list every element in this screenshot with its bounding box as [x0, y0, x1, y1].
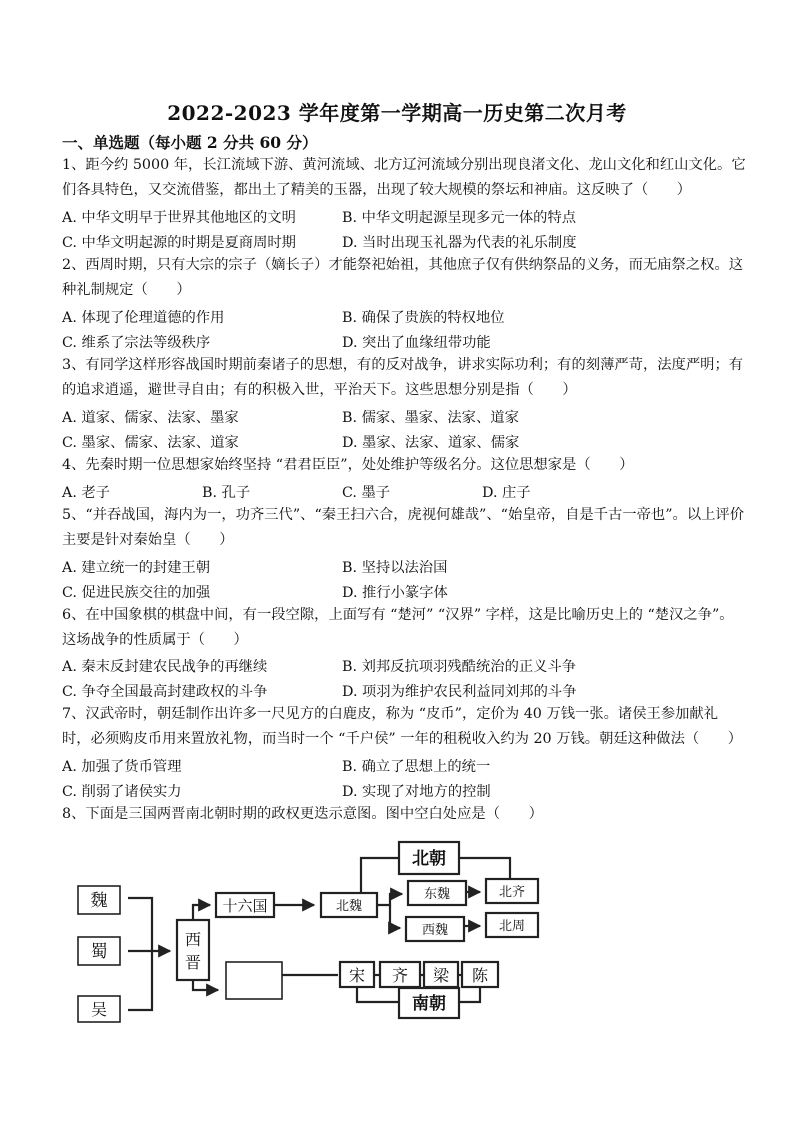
connector-nanchao-right	[460, 987, 480, 1002]
question-text-line: 1、距今约 5000 年，长江流域下游、黄河流域、北方辽河流域分别出现良渚文化、龙山文化和红山文化。它	[62, 157, 746, 173]
option-c: C. 墨家、儒家、法家、道家	[62, 435, 239, 451]
option-c: C. 维系了宗法等级秩序	[62, 335, 211, 351]
option-d: D. 实现了对地方的控制	[342, 784, 491, 800]
section-heading: 一、单选题（每小题 2 分共 60 分）	[62, 133, 318, 152]
box-wu	[78, 996, 120, 1022]
option-b: B. 确保了贵族的特权地位	[342, 310, 505, 326]
option-a: A. 加强了货币管理	[62, 759, 182, 775]
connector-nanchao-left	[357, 987, 398, 1002]
question-text-line: 主要是针对秦始皇（ ）	[62, 532, 234, 548]
blank-answer-box	[226, 962, 282, 999]
label-xijin-1: 西	[184, 930, 202, 949]
question-text-line: 6、在中国象棋的棋盘中间，有一段空隙，上面写有 “楚河” “汉界” 字样，这是比喻历史上的 “楚汉之争”。	[62, 607, 734, 623]
box-liang	[424, 962, 458, 987]
label-liang: 梁	[432, 966, 450, 985]
box-xijin	[177, 920, 209, 980]
label-beichao: 北朝	[412, 849, 446, 869]
option-a: A. 老子	[62, 485, 111, 501]
box-xiwei	[406, 917, 464, 941]
question-text-line: 3、有同学这样形容战国时期前秦诸子的思想，有的反对战争，讲求实际功利；有的刻薄严苛，法度严明；有	[62, 357, 744, 373]
question-text-line: 种礼制规定（ ）	[62, 282, 191, 298]
box-dongwei	[408, 881, 466, 905]
box-beiqi	[486, 879, 538, 903]
option-a: A. 道家、儒家、法家、墨家	[62, 410, 239, 426]
arrow-to-blank	[193, 980, 218, 990]
box-beiwei	[321, 893, 377, 917]
arrow-to-shiliuguo	[193, 905, 210, 920]
exam-title: 2022-2023 学年度第一学期高一历史第二次月考	[167, 101, 627, 125]
label-nanchao: 南朝	[412, 994, 446, 1014]
question-text-line: 8、下面是三国两晋南北朝时期的政权更迭示意图。图中空白处应是（ ）	[62, 806, 543, 822]
option-b: B. 中华文明起源呈现多元一体的特点	[342, 210, 577, 226]
label-beiqi: 北齐	[498, 885, 526, 900]
question-text-line: 时，必须购皮币用来置放礼物，而当时一个 “千户侯” 一年的租税收入约为 20 万钱。朝廷这种做法（ ）	[62, 731, 743, 747]
option-d: D. 项羽为维护农民利益同刘邦的斗争	[342, 684, 577, 700]
option-a: A. 建立统一的封建王朝	[62, 560, 211, 576]
label-dongwei: 东魏	[423, 887, 451, 902]
box-song	[340, 962, 374, 987]
option-d: D. 墨家、法家、道家、儒家	[342, 435, 520, 451]
label-wei: 魏	[90, 891, 108, 911]
label-chen: 陈	[471, 966, 489, 985]
question-text-line: 这场战争的性质属于（ ）	[62, 632, 248, 648]
option-b: B. 孔子	[202, 485, 251, 501]
connector-beichao-left	[361, 858, 398, 893]
connector-beichao-right	[460, 858, 510, 878]
option-a: A. 秦末反封建农民战争的再继续	[62, 659, 268, 675]
label-wu: 吴	[90, 1000, 108, 1019]
connector-three-kingdoms	[128, 898, 152, 1010]
option-d: D. 推行小篆字体	[342, 585, 448, 601]
arrow-to-xiwei	[390, 905, 400, 928]
box-shu	[78, 937, 120, 965]
question-text-line: 5、“并吞战国，海内为一，功齐三代”、“秦王扫六合，虎视何雄哉”、“始皇帝，自是千古一帝也”。以上评价	[62, 507, 745, 523]
option-a: A. 体现了伦理道德的作用	[62, 310, 225, 326]
label-beizhou: 北周	[498, 919, 526, 934]
label-beiwei: 北魏	[335, 899, 363, 914]
option-b: B. 坚持以法治国	[342, 560, 448, 576]
label-xijin-2: 晋	[184, 953, 202, 972]
option-c: C. 中华文明起源的时期是夏商周时期	[62, 235, 296, 251]
box-chen	[462, 962, 498, 987]
option-d: D. 庄子	[482, 485, 531, 501]
option-d: D. 当时出现玉礼器为代表的礼乐制度	[342, 235, 577, 251]
option-c: C. 削弱了诸侯实力	[62, 784, 182, 800]
box-nanchao	[399, 988, 459, 1018]
label-shiliuguo: 十六国	[222, 897, 268, 915]
option-c: C. 墨子	[342, 485, 391, 501]
question-text-line: 7、汉武帝时，朝廷制作出许多一尺见方的白鹿皮，称为 “皮币”，定价为 40 万钱一张。诸侯王参加献礼	[62, 706, 719, 722]
option-c: C. 争夺全国最高封建政权的斗争	[62, 684, 268, 700]
option-c: C. 促进民族交往的加强	[62, 585, 211, 601]
option-b: B. 刘邦反抗项羽残酷统治的正义斗争	[342, 659, 577, 675]
option-b: B. 儒家、墨家、法家、道家	[342, 410, 519, 426]
label-song: 宋	[348, 966, 366, 985]
arrow-to-dongwei	[377, 894, 402, 905]
label-qi: 齐	[391, 966, 409, 985]
question-text-line: 的追求逍遥，避世寻自由；有的积极入世，平治天下。这些思想分别是指（ ）	[62, 382, 577, 398]
option-a: A. 中华文明早于世界其他地区的文明	[62, 210, 296, 226]
box-qi	[380, 962, 420, 987]
label-shu: 蜀	[90, 942, 108, 962]
question-text-line: 4、先秦时期一位思想家始终坚持 “君君臣臣”，处处维护等级名分。这位思想家是（ ）	[62, 457, 634, 473]
box-beichao	[399, 842, 459, 874]
box-shiliuguo	[216, 893, 274, 917]
option-b: B. 确立了思想上的统一	[342, 759, 491, 775]
question-text-line: 2、西周时期，只有大宗的宗子（嫡长子）才能祭祀始祖，其他庶子仅有供纳祭品的义务，而无庙祭之权。这	[62, 257, 744, 273]
option-d: D. 突出了血缘纽带功能	[342, 335, 491, 351]
box-wei	[78, 886, 120, 914]
question-text-line: 们各具特色，又交流借鉴，都出土了精美的玉器，出现了较大规模的祭坛和神庙。这反映了（ ）	[62, 182, 692, 198]
label-xiwei: 西魏	[421, 923, 449, 938]
box-beizhou	[486, 913, 538, 937]
